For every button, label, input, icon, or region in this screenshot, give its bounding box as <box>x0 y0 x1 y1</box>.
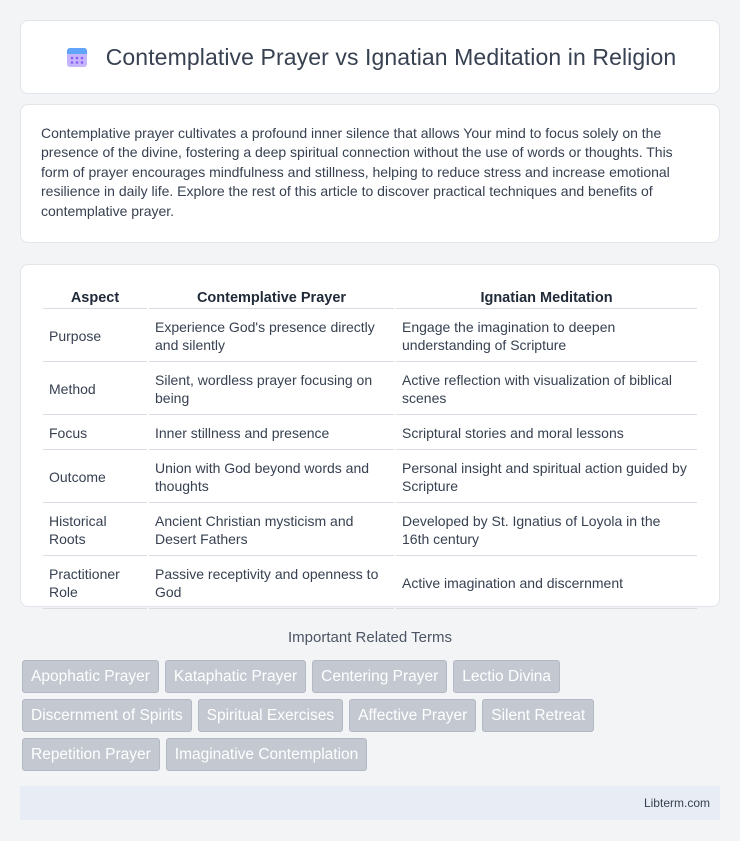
related-term-tag[interactable]: Imaginative Contemplation <box>166 738 368 771</box>
table-row <box>43 311 697 362</box>
table-cell: Silent, wordless prayer focusing on being <box>149 364 394 415</box>
related-term-tag[interactable]: Affective Prayer <box>349 699 476 732</box>
header-card <box>20 20 720 94</box>
table-cell: Ancient Christian mysticism and Desert Fathers <box>149 505 394 556</box>
table-cell: Union with God beyond words and thoughts <box>149 452 394 503</box>
table-cell: Experience God's presence directly and silently <box>149 311 394 362</box>
column-header-contemplative: Contemplative Prayer <box>149 287 394 309</box>
table-cell: Historical Roots <box>43 505 147 556</box>
table-row <box>43 364 697 415</box>
table-row <box>43 452 697 503</box>
table-cell: Active imagination and discernment <box>396 558 697 609</box>
table-cell: Scriptural stories and moral lessons <box>396 417 697 450</box>
related-term-tag[interactable]: Centering Prayer <box>312 660 447 693</box>
table-cell: Outcome <box>43 452 147 503</box>
related-term-tag[interactable]: Repetition Prayer <box>22 738 160 771</box>
calendar-icon <box>64 44 90 70</box>
column-header-ignatian: Ignatian Meditation <box>396 287 697 309</box>
related-term-tag[interactable]: Silent Retreat <box>482 699 594 732</box>
related-term-tag[interactable]: Lectio Divina <box>453 660 560 693</box>
table-row <box>43 558 697 609</box>
intro-card <box>20 104 720 243</box>
table-cell: Purpose <box>43 311 147 362</box>
related-term-tag[interactable]: Discernment of Spirits <box>22 699 192 732</box>
table-header-row <box>43 287 697 309</box>
table-cell: Active reflection with visualization of biblical scenes <box>396 364 697 415</box>
intro-text: Contemplative prayer cultivates a profound inner silence that allows Your mind to focus solely on the presence of the divine, fostering a deep spiritual connection without the use of words or thoughts. This form of prayer encourages mindfulness and stillness, helping to reduce stress and increase emotional resilience in daily life. Explore the rest of this article to discover practical techniques and benefits of contemplative prayer. <box>41 125 673 219</box>
related-term-tag[interactable]: Spiritual Exercises <box>198 699 344 732</box>
comparison-table-card <box>20 264 720 607</box>
related-term-tag[interactable]: Kataphatic Prayer <box>165 660 306 693</box>
table-cell: Focus <box>43 417 147 450</box>
column-header-aspect: Aspect <box>43 287 147 309</box>
table-cell: Inner stillness and presence <box>149 417 394 450</box>
footer <box>20 786 720 820</box>
table-row <box>43 505 697 556</box>
comparison-table <box>41 285 699 611</box>
table-cell: Personal insight and spiritual action guided by Scripture <box>396 452 697 503</box>
related-terms-list <box>20 660 720 771</box>
footer-site-link[interactable]: Libterm.com <box>643 796 710 810</box>
table-cell: Developed by St. Ignatius of Loyola in the 16th century <box>396 505 697 556</box>
related-term-tag[interactable]: Apophatic Prayer <box>22 660 159 693</box>
related-terms-title: Important Related Terms <box>288 629 452 646</box>
table-cell: Passive receptivity and openness to God <box>149 558 394 609</box>
table-row <box>43 417 697 450</box>
table-cell: Practitioner Role <box>43 558 147 609</box>
table-cell: Engage the imagination to deepen understanding of Scripture <box>396 311 697 362</box>
table-cell: Method <box>43 364 147 415</box>
page-title: Contemplative Prayer vs Ignatian Meditation in Religion <box>105 43 677 70</box>
